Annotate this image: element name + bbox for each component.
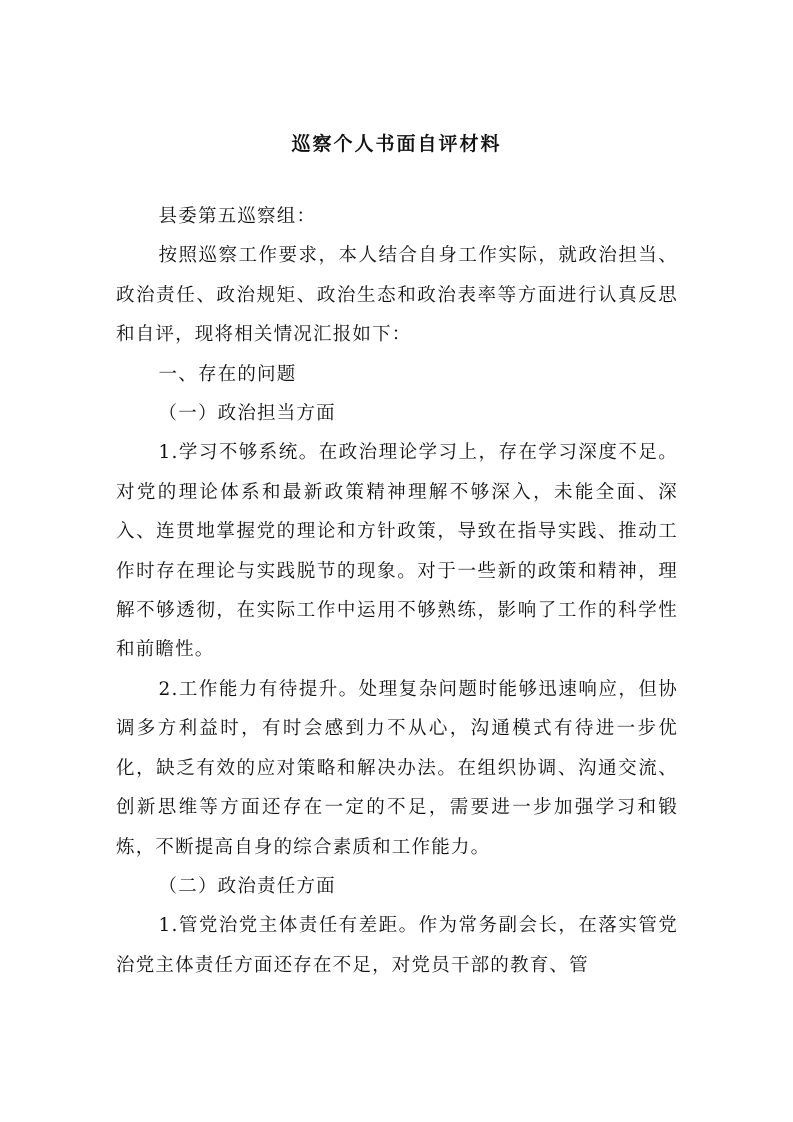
body-paragraph: 1.管党治党主体责任有差距。作为常务副会长，在落实管党治党主体责任方面还存在不足，对党员干部的教育、管 <box>116 915 678 976</box>
salutation: 县委第五巡察组： <box>158 206 317 227</box>
body-paragraph: 2.工作能力有待提升。处理复杂问题时能够迅速响应，但协调多方利益时，有时会感到力不从心，沟通模式有待进一步优化，缺乏有效的应对策略和解决办法。在组织协调、沟通交流、创新思维等方面还存在一定的不足，需要进一步加强学习和锻炼，不断提高自身的综合素质和工作能力。 <box>116 678 678 858</box>
body-paragraph: 1.学习不够系统。在政治理论学习上，存在学习深度不足。对党的理论体系和最新政策精神理解不够深入，未能全面、深入、连贯地掌握党的理论和方针政策，导致在指导实践、推动工作时存在理论与实践脱节的现象。对于一些新的政策和精神，理解不够透彻，在实际工作中运用不够熟练，影响了工作的科学性和前瞻性。 <box>116 442 678 661</box>
subsection-heading: （二）政治责任方面 <box>158 875 336 897</box>
section-heading: 一、存在的问题 <box>158 363 297 385</box>
document-body <box>116 197 678 985</box>
subsection-heading: （一）政治担当方面 <box>158 403 336 425</box>
document-title: 巡察个人书面自评材料 <box>291 133 502 155</box>
intro-paragraph: 按照巡察工作要求，本人结合自身工作实际，就政治担当、政治责任、政治规矩、政治生态和政治表率等方面进行认真反思和自评，现将相关情况汇报如下： <box>116 245 678 346</box>
